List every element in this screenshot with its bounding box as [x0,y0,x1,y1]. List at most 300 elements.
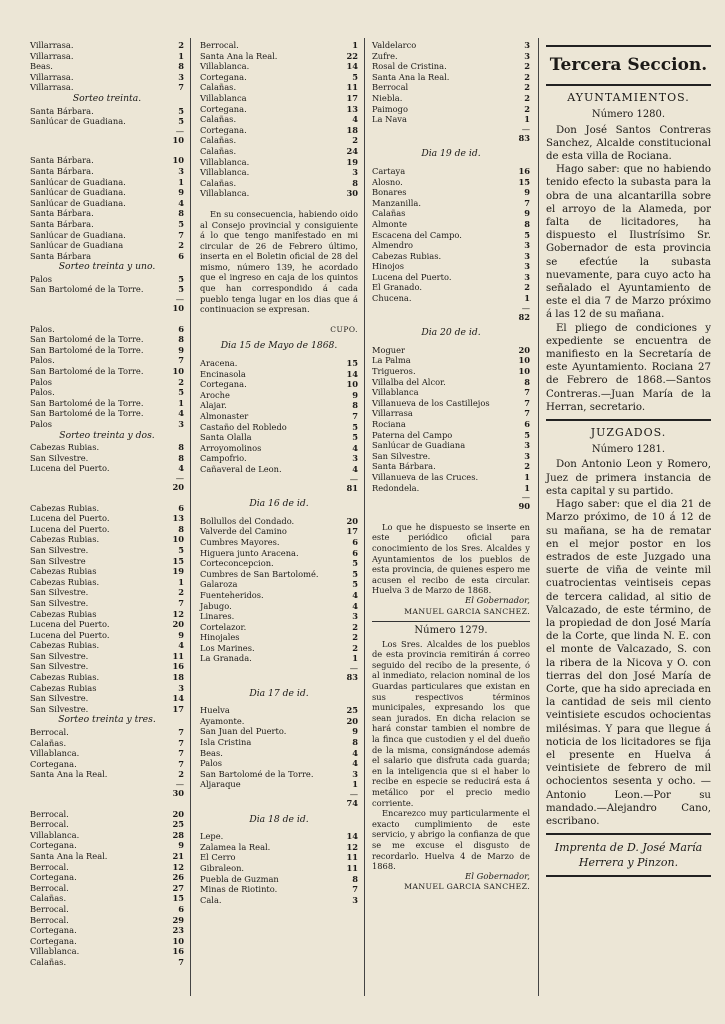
value: 2 [524,92,530,103]
value: 8 [178,61,184,72]
list-item [372,261,530,272]
place-name: Cartaya [372,165,406,176]
spacer [30,493,184,503]
column-2-quota-list [200,40,358,905]
list-item [30,936,184,947]
value: 3 [524,271,530,282]
subtotal: 74 [346,798,358,808]
place-name: Cumbres Mayores. [200,536,280,547]
list-item [200,590,358,601]
value: 10 [346,379,358,390]
section-heading: Dia 16 de id. [249,498,309,510]
place-name: Puebla de Guzman [200,873,279,884]
value: 17 [346,526,358,537]
list-item [30,116,184,127]
place-name: Villanueva de los Castillejos [372,397,490,408]
list-item [200,537,358,548]
list-item [30,630,184,641]
notice-1280-intro: Don José Santos Contreras Sanchez, Alcalde constitucional de esta villa de Rociana. [546,124,711,163]
value: 8 [352,873,358,884]
value: 14 [346,368,358,379]
list-item [372,451,530,462]
notice-1280-body: Hago saber: que no habiendo tenido efecto la subasta para la obra de una alcantarilla sobre el arroyo de la Alameda, por falta de licitadores, ha dispuesto el Ilustrísimo Sr. Gobernador de esta provincia se efectúe la subasta nuevamente, para cuyo acto ha señalado el Ayuntamiento de este el dia 7 de Marzo próximo á las 12 de su mañana. [546,164,711,321]
value: 4 [352,600,358,611]
place-name: San Silvestre. [30,693,89,704]
list-item [372,230,530,241]
list-item [30,862,184,873]
value: 1 [178,576,184,587]
spacer [200,315,358,325]
top-rule [546,45,711,47]
separator-dash: — [521,302,530,313]
list-item [200,852,358,863]
list-item [30,904,184,915]
list-item [30,809,184,820]
subtotal: 83 [518,132,530,143]
paragraph: Los Sres. Alcaldes de los pueblos de esta provincia remitirán á correo seguido del recibo de la presente, ó al inmediato, relacion nominal de los Guardas particulares que existan en sus respectivos términos municipales, expresando los que sean jurados. En dicha relacion se hará constar tambien el nombre de la finca que custodien y el del dueño de la misma, consignándose además el salario que disfruta cada guarda; en la inteligencia que si el haber lo recibe en especie se reducirá esta á metálico por el precio medio corriente. [372,638,530,808]
value: 5 [178,387,184,398]
list-item [200,601,358,612]
value: 10 [172,366,184,377]
value: 7 [178,229,184,240]
value: 25 [172,819,184,830]
column-rule [190,38,191,996]
value: 16 [172,946,184,957]
list-item [30,915,184,926]
value: 6 [178,903,184,914]
place-name: Cabezas Rubias. [30,672,100,683]
place-name: Linares. [200,611,235,622]
value: 3 [352,894,358,905]
value: 4 [178,197,184,208]
place-name: Hinojales [200,632,240,643]
place-name: Villanueva de las Cruces. [372,471,479,482]
value: 2 [178,769,184,780]
place-name: Villarrasa. [30,71,74,82]
place-name: Santa Bárbara. [30,105,94,116]
value: 3 [524,450,530,461]
place-name: Paterna del Campo [372,429,453,440]
list-item [372,272,530,283]
value: 6 [178,250,184,261]
list-item [30,219,184,230]
place-name: Cabezas Rubias. [30,576,100,587]
place-name: Isla Cristina [200,737,252,748]
list-item [30,51,184,62]
paragraph: En su consecuencia, habiendo oido al Consejo provincial y consiguiente á lo que tengo manifestado en mi circular de 26 de Febrero último, inserta en el Boletin oficial de 28 del mismo, número 139, he acordado que el ingreso en caja de los quintos que han correspondido á cada pueblo tenga lugar en los dias que á continuacion se expresan. [200,208,358,315]
list-item [200,569,358,580]
list-item [372,282,530,293]
value: 2 [178,40,184,50]
value: 17 [346,92,358,103]
value: 3 [524,250,530,261]
place-name: Villablanca. [200,188,250,199]
value: 13 [172,513,184,524]
value: 15 [172,555,184,566]
place-name: Cortegana. [30,872,77,883]
value: 6 [352,547,358,558]
value: 2 [352,135,358,146]
place-name: Lucena del Puerto. [30,513,110,524]
value: 14 [172,693,184,704]
value: 7 [178,748,184,759]
place-name: Villarrasa [372,408,413,419]
value: 15 [346,358,358,369]
list-item [200,114,358,125]
place-name: Santa Bárbara. [30,155,94,166]
value: 4 [178,463,184,474]
value: 21 [172,850,184,861]
list-item [30,925,184,936]
place-name: Huelva [200,705,230,716]
list-item [30,274,184,285]
value: 10 [172,534,184,545]
list-item [30,198,184,209]
place-name: Niebla. [372,92,403,103]
place-name: Beas. [30,61,53,72]
value: 7 [178,956,184,967]
list-item [200,831,358,842]
section-heading: Dia 19 de id. [421,148,481,160]
list-item [200,526,358,537]
column-4-notices [546,40,711,882]
subtotal: 82 [518,311,530,322]
place-name: Palos [30,376,53,387]
place-name: Cortegana. [30,935,77,946]
place-name: Zalamea la Real. [200,841,271,852]
value: 3 [352,167,358,178]
list-item [372,461,530,472]
place-name: Cala. [200,894,222,905]
value: 2 [178,587,184,598]
list-item [30,946,184,957]
list-item [30,640,184,651]
place-name: Cabezas Rubias [30,608,97,619]
list-item [200,61,358,72]
place-name: Valverde del Camino [200,526,287,537]
list-item [30,738,184,749]
bottom-rule [546,875,711,877]
list-item [372,251,530,262]
place-name: Calañas. [200,177,237,188]
list-item [30,759,184,770]
spacer [372,512,530,522]
value: 1 [178,50,184,61]
place-name: Sanlúcar de Guadiana. [30,229,126,240]
place-name: Calañas. [200,145,237,156]
place-name: Moguer [372,344,406,355]
list-item [30,566,184,577]
place-name: Minas de Riotinto. [200,884,278,895]
list-item [30,324,184,335]
list-item [200,379,358,390]
list-item [30,187,184,198]
spacer [200,199,358,209]
list-item [30,587,184,598]
place-name: La Palma [372,355,411,366]
place-name: La Nava [372,114,407,125]
place-name: Calañas. [200,114,237,125]
spacer [200,683,358,688]
value: 7 [524,397,530,408]
list-item [30,408,184,419]
value: 27 [172,882,184,893]
value: 15 [172,893,184,904]
separator-dash: — [349,663,358,674]
place-name: Berrocal. [30,882,69,893]
value: 8 [178,208,184,219]
place-name: San Silvestre. [30,587,89,598]
value: 3 [524,40,530,50]
place-name: Higuera junto Aracena. [200,547,299,558]
list-item [30,106,184,117]
list-item [372,408,530,419]
list-item [200,748,358,759]
list-item [30,545,184,556]
list-item [30,208,184,219]
place-name: Sanlúcar de Guadiana. [30,116,126,127]
place-name: Galaroza [200,579,238,590]
value: 2 [178,240,184,251]
place-name: Lucena del Puerto. [30,463,110,474]
list-item [200,400,358,411]
list-item [372,61,530,72]
list-item [30,840,184,851]
list-item [372,72,530,83]
list-item [30,619,184,630]
value: 8 [178,452,184,463]
value: 8 [352,400,358,411]
place-name: El Cerro [200,852,236,863]
list-item [200,558,358,569]
list-item [30,166,184,177]
spacer [30,799,184,809]
value: 22 [346,50,358,61]
place-name: Calañas. [200,82,237,93]
list-item [30,40,184,51]
list-item [200,422,358,433]
spacer [200,809,358,814]
place-name: Gibraleon. [200,862,245,873]
paragraph: Lo que he dispuesto se inserte en este periódico oficial para conocimiento de los Sres. Alcaldes y Ayuntamientos de los pueblos de esta provincia, de quienes espero me acusen el recibo de esta circular. Huelva 3 de Marzo de 1868. [372,521,530,596]
place-name: Berrocal. [200,40,239,50]
list-item [30,556,184,567]
place-name: Sanlúcar de Guadiana. [30,187,126,198]
place-name: La Granada. [200,653,252,664]
place-name: Cortegana. [30,758,77,769]
place-name: Castaño del Robledo [200,421,287,432]
value: 5 [352,71,358,82]
place-name: Santa Olalla [200,432,252,443]
value: 7 [524,197,530,208]
place-name: Cabezas Rubias. [30,442,100,453]
ayuntamientos-heading: AYUNTAMIENTOS. [567,91,690,105]
value: 3 [178,71,184,82]
value: 20 [346,715,358,726]
place-name: Sanlúcar de Guadiana. [30,176,126,187]
list-item [200,453,358,464]
place-name: Villablanca. [200,167,250,178]
place-name: Almonaster [200,411,249,421]
list-item [30,61,184,72]
list-item [200,653,358,664]
value: 3 [352,453,358,464]
section-heading: Sorteo treinta y dos. [59,429,155,441]
separator-dash: — [175,779,184,789]
value: 3 [524,440,530,451]
list-item [30,534,184,545]
list-item [200,779,358,790]
place-name: San Silvestre. [30,703,89,714]
value: 5 [352,432,358,443]
separator-dash: — [349,789,358,799]
value: 14 [346,61,358,72]
place-name: Cortelazor. [200,621,247,632]
place-name: Cortegana. [200,103,247,114]
value: 10 [518,366,530,377]
value: 5 [178,218,184,229]
list-item [372,345,530,356]
list-item [30,453,184,464]
list-item [372,240,530,251]
value: 6 [524,419,530,429]
place-name: Berrocal. [30,903,69,914]
list-item [30,598,184,609]
section-heading: Dia 15 de Mayo de 1868. [220,340,338,352]
list-item [30,387,184,398]
value: 9 [352,726,358,737]
value: 15 [518,176,530,187]
value: 19 [172,566,184,577]
list-item [30,851,184,862]
place-name: Lucena del Puerto. [30,523,110,534]
value: 12 [346,841,358,852]
value: 5 [352,421,358,432]
list-item [372,177,530,188]
list-item [30,230,184,241]
value: 3 [178,419,184,429]
place-name: San Bartolomé de la Torre. [30,344,144,355]
separator-dash: — [175,125,184,136]
list-item [30,893,184,904]
list-item [200,188,358,199]
list-item [200,769,358,780]
value: 2 [352,621,358,632]
place-name: San Bartolomé de la Torre. [200,768,314,779]
value: 8 [178,523,184,534]
notice-number-1281: Número 1281. [591,444,666,456]
value: 3 [524,50,530,61]
rule [546,419,711,421]
value: 2 [524,461,530,472]
value: 3 [352,611,358,622]
list-item [200,464,358,475]
section-heading: Dia 18 de id. [249,813,309,825]
list-item [200,716,358,727]
value: 5 [524,429,530,440]
place-name: Berrocal. [30,914,69,925]
list-item [200,874,358,885]
list-item [200,157,358,168]
value: 1 [524,482,530,493]
list-item [372,483,530,494]
value: 11 [346,82,358,93]
value: 10 [518,355,530,366]
place-name: Villablanca. [30,946,80,957]
value: 5 [178,105,184,116]
list-item [30,82,184,93]
value: 18 [346,124,358,135]
value: 7 [178,355,184,366]
list-item [200,167,358,178]
spacer [30,314,184,324]
notice-1281-body: Hago saber: que el dia 21 de Marzo próximo, de 10 á 12 de su mañana, se ha de rematar en el mejor postor en los estrados de este Juzgado una suerte de viña de veinte mil cuatrocientas veintiseis cepas de tercera calidad, al sitio de Valcazado, de este término, de la propiedad de don José María de la Corte, que linda N. E. con el monte de Valcazado, S. con la ribera de la Nicova y O. con tierras del don José María de Corte, que ha sido apreciada en la cantidad de seis mil ciento veintisiete escudos ochocientas milésimas. Y para que llegue á noticia de los licitadores se fija el presente en Huelva á veintisiete de febrero de mil ochocientos sesenta y ocho. —Antonio Leon.—Por su mandado.—Alejandro Cano, escribano. [546,499,711,827]
place-name: Bonares [372,187,407,198]
place-name: Palos [30,273,53,284]
place-name: Campofrio. [200,453,247,464]
list-item [30,661,184,672]
place-name: San Silvestre. [30,597,89,608]
value: 12 [172,861,184,872]
place-name: Lepe. [200,831,224,842]
value: 5 [352,558,358,569]
place-name: Bollullos del Condado. [200,515,295,526]
value: 20 [518,344,530,355]
place-name: Santa Ana la Real. [200,50,278,61]
place-name: Cabezas Rubias. [30,502,100,513]
place-name: Cumbres de San Bartolomé. [200,568,319,579]
subtotal: 90 [518,501,530,512]
place-name: Villablanca. [30,748,80,759]
place-name: Santa Bárbara. [30,218,94,229]
value: 1 [524,293,530,304]
value: 3 [352,768,358,779]
list-item [30,683,184,694]
notice-number-1280: Número 1280. [591,109,666,121]
list-item [200,358,358,369]
place-name: Berrocal. [30,808,69,819]
value: 1 [524,471,530,482]
section-heading: Dia 17 de id. [249,687,309,699]
value: 4 [178,408,184,419]
place-name: Sanlúcar de Guadiana [372,440,466,451]
list-item [30,883,184,894]
list-item [372,355,530,366]
value: 7 [178,758,184,769]
value: 8 [178,334,184,345]
place-name: Palos. [30,387,55,398]
paragraph: Encarezco muy particularmente el exacto cumplimiento de este servicio, y abrigo la confianza de que se me excuse el disgusto de recordarlo. Huelva 4 de Marzo de 1868. [372,808,530,872]
place-name: San Juan del Puerto. [200,726,287,737]
place-name: Cabezas Rubias. [30,534,100,545]
place-name: Rociana [372,419,406,429]
list-item [372,219,530,230]
value: 8 [524,218,530,229]
place-name: Calañas. [30,893,67,904]
value: 5 [178,544,184,555]
list-item [200,737,358,748]
place-name: Trigueros. [372,366,416,377]
value: 29 [172,914,184,925]
list-item [372,40,530,51]
list-item [30,503,184,514]
list-item [200,369,358,380]
place-name: San Bartolomé de la Torre. [30,408,144,419]
list-item [30,693,184,704]
notice-1281-intro: Don Antonio Leon y Romero, Juez de primera instancia de esta capital y su partido. [546,459,711,497]
place-name: Arroyomolinos [200,442,262,453]
place-name: Palos [30,419,53,429]
